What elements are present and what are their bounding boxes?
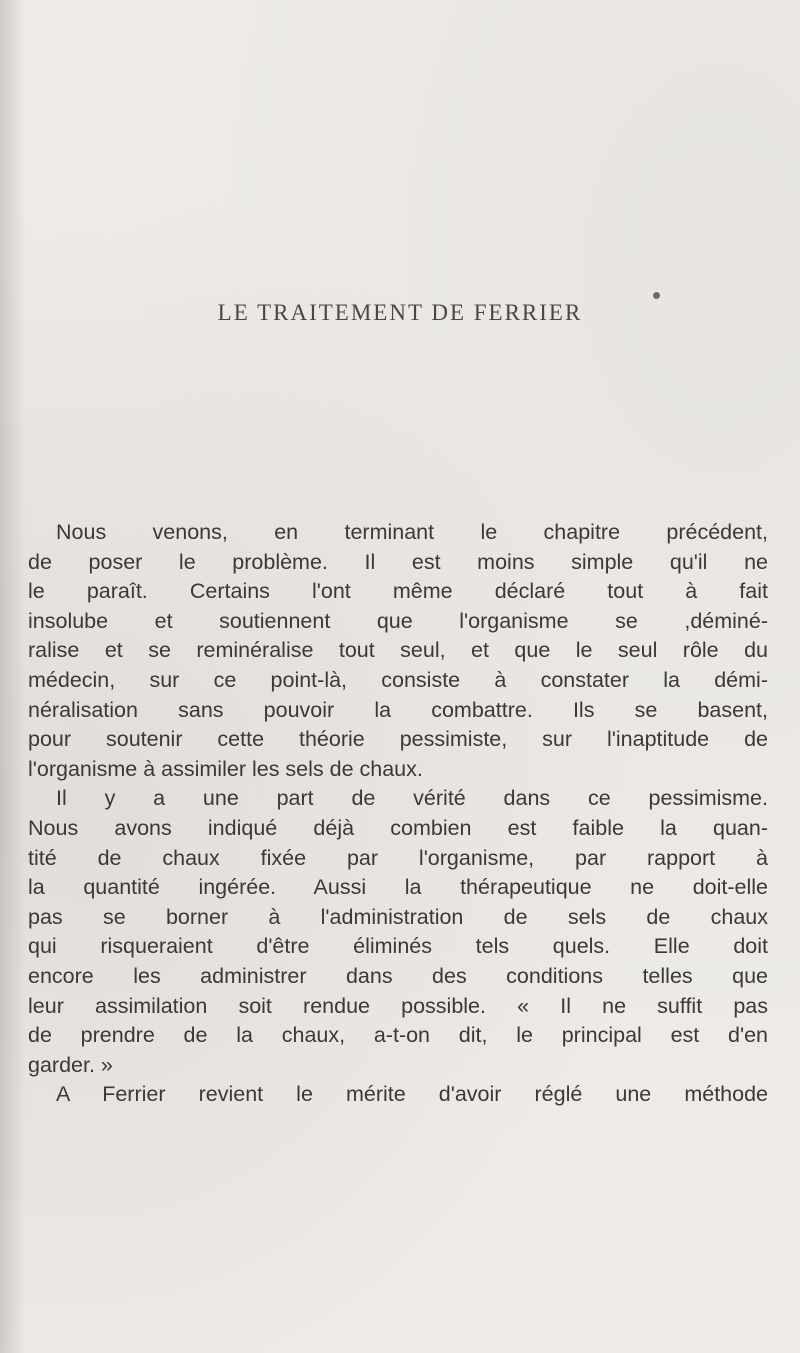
text-line: médecin, sur ce point-là, consiste à constater la démi-	[28, 667, 768, 692]
body-text	[28, 518, 768, 1110]
text-line: Il y a une part de vérité dans ce pessimisme.	[56, 786, 768, 811]
text-line: de prendre de la chaux, a-t-on dit, le principal est d'en	[28, 1023, 768, 1048]
text-line: garder. »	[28, 1052, 113, 1077]
text-line: le paraît. Certains l'ont même déclaré tout à fait	[28, 579, 768, 604]
text-line: l'organisme à assimiler les sels de chaux.	[28, 756, 423, 781]
text-line: leur assimilation soit rendue possible. « Il ne suffit pas	[28, 993, 768, 1018]
text-line: ralise et se reminéralise tout seul, et que le seul rôle du	[28, 638, 768, 663]
running-head: LE TRAITEMENT DE FERRIER	[217, 300, 583, 325]
text-line: Nous avons indiqué déjà combien est faible la quan-	[28, 815, 768, 840]
text-line: de poser le problème. Il est moins simple qu'il ne	[28, 549, 768, 574]
text-line: néralisation sans pouvoir la combattre. Ils se basent,	[28, 697, 768, 722]
text-line: Nous venons, en terminant le chapitre précédent,	[56, 520, 768, 544]
paper-speck	[653, 292, 660, 299]
text-line: la quantité ingérée. Aussi la thérapeutique ne doit-elle	[28, 875, 768, 900]
page-gutter-shadow	[0, 0, 26, 1353]
text-line: pour soutenir cette théorie pessimiste, sur l'inaptitude de	[28, 727, 768, 752]
text-line: A Ferrier revient le mérite d'avoir réglé une méthode	[56, 1082, 768, 1107]
text-line: qui risqueraient d'être éliminés tels quels. Elle doit	[28, 934, 768, 959]
text-line: insolube et soutiennent que l'organisme se ,déminé-	[28, 608, 768, 633]
text-line: encore les administrer dans des conditions telles que	[28, 963, 768, 988]
text-line: pas se borner à l'administration de sels de chaux	[28, 904, 768, 929]
text-line: tité de chaux fixée par l'organisme, par rapport à	[28, 845, 768, 870]
